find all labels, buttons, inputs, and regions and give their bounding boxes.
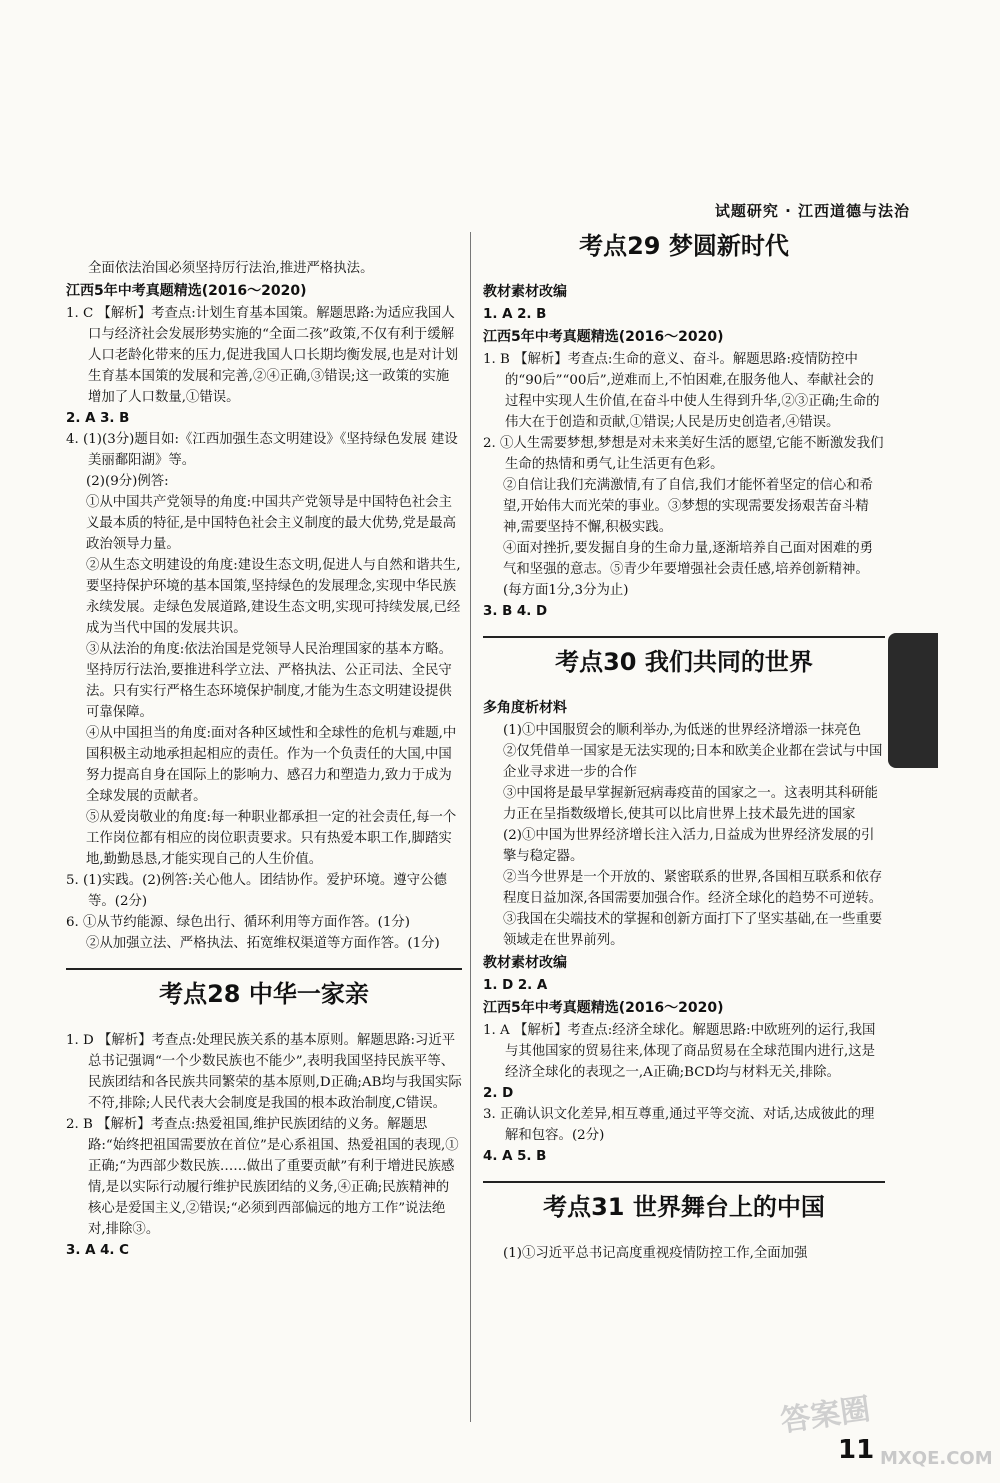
answer-item: 2. B 【解析】考查点:热爱祖国,维护民族团结的义务。解题思路:“始终把祖国需要放在首位”是心系祖国、热爱祖国的表现,①正确;“为西部少数民族……做出了重要贡献”有利于增进民族感情,是以实际行动履行维护民族团结的义务,④正确;民族精神的核心是爱国主义,②错误;“必须到西部偏远的地方工作”说法绝对,排除③。	[66, 1117, 459, 1237]
answer-sub: (1)①习近平总书记高度重视疫情防控工作,全面加强	[503, 1246, 808, 1261]
answer-item: 5. (1)实践。(2)例答:关心他人。团结协作。爱护环境。遵守公德等。(2分)	[66, 873, 447, 909]
chapter-tab	[888, 633, 938, 768]
answer-sub: (2)①中国为世界经济增长注入活力,日益成为世界经济发展的引擎与稳定器。	[503, 828, 875, 864]
answer-item: 3. B 4. D	[483, 604, 548, 619]
answer-item: 1. A 2. B	[483, 307, 547, 322]
answer-sub: ②从生态文明建设的角度:建设生态文明,促进人与自然和谐共生,要坚持保护环境的基本国策,坚持绿色的发展理念,实现中华民族永续发展。走绿色发展道路,建设生态文明,实现可持续发展,已经成为当代中国的发展共识。	[86, 558, 461, 636]
topic-heading: 考点30 我们共同的世界	[483, 636, 885, 688]
page-number: 11	[838, 1435, 875, 1465]
section-heading: 江西5年中考真题精选(2016～2020)	[483, 1000, 724, 1016]
left-column	[66, 258, 462, 1261]
section-heading: 教材素材改编	[483, 955, 567, 971]
topic-heading: 考点31 世界舞台上的中国	[483, 1181, 885, 1233]
answer-sub: (2)(9分)例答:	[86, 474, 169, 489]
answer-sub: ④面对挫折,要发掘自身的生命力量,逐渐培养自己面对困难的勇气和坚强的意志。⑤青少年要增强社会责任感,培养创新精神。(每方面1分,3分为止)	[503, 541, 874, 598]
answer-item: 1. D 2. A	[483, 978, 548, 993]
column-divider	[470, 232, 471, 1422]
answer-item: 2. A 3. B	[66, 411, 130, 426]
answer-item: 3. A 4. C	[66, 1243, 129, 1258]
section-heading: 江西5年中考真题精选(2016～2020)	[66, 283, 307, 299]
answer-sub: ④从中国担当的角度:面对各种区域性和全球性的危机与难题,中国积极主动地承担起相应的责任。作为一个负责任的大国,中国努力提高自身在国际上的影响力、感召力和塑造力,致力于成为全球发展的贡献者。	[86, 726, 457, 804]
answer-item: 1. C 【解析】考查点:计划生育基本国策。解题思路:为适应我国人口与经济社会发展形势实施的“全面二孩”政策,不仅有利于缓解人口老龄化带来的压力,促进我国人口长期均衡发展,也是对计划生育基本国策的发展和完善,②④正确,③错误;这一政策的实施增加了人口数量,①错误。	[66, 306, 459, 405]
watermark-url: MXQE.COM	[880, 1448, 993, 1469]
section-heading: 江西5年中考真题精选(2016～2020)	[483, 329, 724, 345]
answer-sub: ③中国将是最早掌握新冠病毒疫苗的国家之一。这表明其科研能力正在呈指数级增长,使其可以比肩世界上技术最先进的国家	[503, 786, 878, 822]
section-heading: 教材素材改编	[483, 284, 567, 300]
answer-sub: (1)①中国服贸会的顺利举办,为低迷的世界经济增添一抹亮色	[503, 723, 861, 738]
answer-sub: ①从中国共产党领导的角度:中国共产党领导是中国特色社会主义最本质的特征,是中国特色社会主义制度的最大优势,党是最高政治领导力量。	[86, 495, 457, 552]
answer-item: 2. D	[483, 1086, 514, 1101]
answer-item: 3. 正确认识文化差异,相互尊重,通过平等交流、对话,达成彼此的理解和包容。(2分)	[483, 1107, 875, 1143]
intro-text: 全面依法治国必须坚持厉行法治,推进严格执法。	[88, 261, 374, 276]
topic-heading: 考点29 梦圆新时代	[579, 232, 789, 260]
running-header: 试题研究 · 江西道德与法治	[714, 202, 910, 220]
answer-item: 6. ①从节约能源、绿色出行、循环利用等方面作答。(1分)	[66, 915, 410, 930]
watermark-logo: 答案圈	[778, 1391, 873, 1440]
answer-sub: ③我国在尖端技术的掌握和创新方面打下了坚实基础,在一些重要领域走在世界前列。	[503, 912, 883, 948]
answer-sub: ⑤从爱岗敬业的角度:每一种职业都承担一定的社会责任,每一个工作岗位都有相应的岗位职责要求。只有热爱本职工作,脚踏实地,勤勤恳恳,才能实现自己的人生价值。	[86, 810, 457, 867]
topic-heading: 考点28 中华一家亲	[66, 968, 462, 1020]
section-heading: 多角度析材料	[483, 700, 567, 716]
answer-item: 1. D 【解析】考查点:处理民族关系的基本原则。解题思路:习近平总书记强调“一个少数民族也不能少”,表明我国坚持民族平等、民族团结和各民族共同繁荣的基本原则,D正确;AB均与我国实际不符,排除;人民代表大会制度是我国的根本政治制度,C错误。	[66, 1033, 462, 1111]
answer-sub: ②自信让我们充满激情,有了自信,我们才能怀着坚定的信心和希望,开始伟大而光荣的事业。③梦想的实现需要发扬艰苦奋斗精神,需要坚持不懈,积极实践。	[503, 478, 874, 535]
answer-item: 2. ①人生需要梦想,梦想是对未来美好生活的愿望,它能不断激发我们生命的热情和勇气,让生活更有色彩。	[483, 436, 884, 472]
answer-item: 4. (1)(3分)题目如:《江西加强生态文明建设》《坚持绿色发展 建设美丽鄱阳湖》等。	[66, 432, 458, 468]
answer-sub: ②从加强立法、严格执法、拓宽维权渠道等方面作答。(1分)	[86, 936, 440, 951]
answer-item: 1. A 【解析】考查点:经济全球化。解题思路:中欧班列的运行,我国与其他国家的贸易往来,体现了商品贸易在全球范围内进行,这是经济全球化的表现之一,A正确;BCD均与材料无关,排除。	[483, 1023, 876, 1080]
answer-sub: ②仅凭借单一国家是无法实现的;日本和欧美企业都在尝试与中国企业寻求进一步的合作	[503, 744, 883, 780]
answer-sub: ③从法治的角度:依法治国是党领导人民治理国家的基本方略。坚持厉行法治,要推进科学立法、严格执法、公正司法、全民守法。只有实行严格生态环境保护制度,才能为生态文明建设提供可靠保障。	[86, 642, 453, 720]
answer-item: 4. A 5. B	[483, 1149, 547, 1164]
answer-sub: ②当今世界是一个开放的、紧密联系的世界,各国相互联系和依存程度日益加深,各国需要加强合作。经济全球化的趋势不可逆转。	[503, 870, 883, 906]
right-column	[483, 232, 885, 1264]
answer-item: 1. B 【解析】考查点:生命的意义、奋斗。解题思路:疫情防控中的“90后”“00后”,逆难而上,不怕困难,在服务他人、奉献社会的过程中实现人生价值,在奋斗中使人生得到升华,②③正确;生命的伟大在于创造和贡献,①错误;人民是历史创造者,④错误。	[483, 352, 880, 430]
